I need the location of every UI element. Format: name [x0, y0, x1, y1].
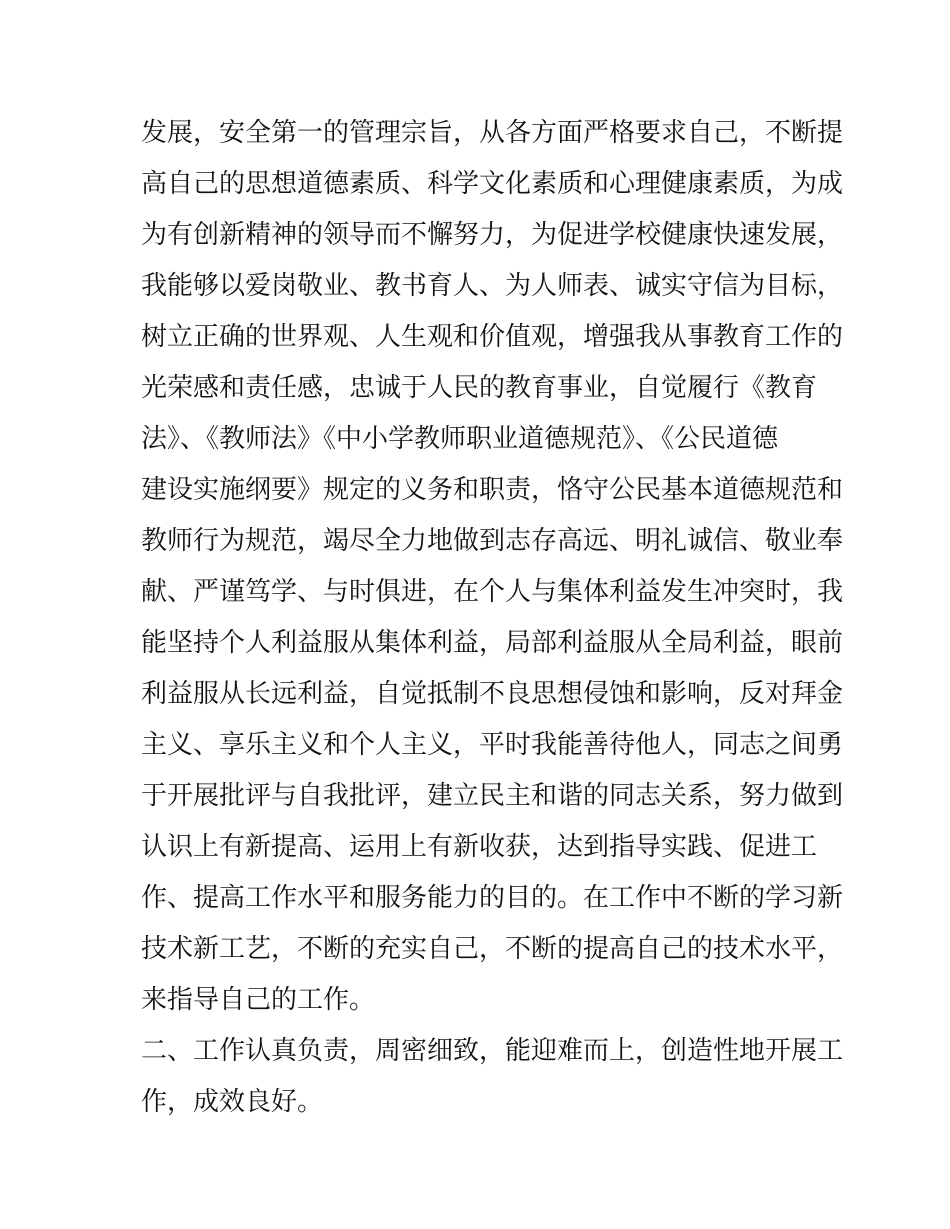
text-line: 建设实施纲要》规定的义务和职责，恪守公民基本道德规范和	[141, 475, 844, 505]
text-line: 能坚持个人利益服从集体利益，局部利益服从全局利益，眼前	[141, 628, 844, 658]
text-line: 作、提高工作水平和服务能力的目的。在工作中不断的学习新	[141, 883, 844, 913]
text-line: 利益服从长远利益，自觉抵制不良思想侵蚀和影响，反对拜金	[141, 679, 844, 709]
text-line: 献、严谨笃学、与时俱进，在个人与集体利益发生冲突时，我	[141, 577, 844, 607]
text-line: 法》、《教师法》《中小学教师职业道德规范》、《公民道德	[141, 424, 779, 454]
body-text	[141, 108, 844, 1128]
section-heading-line: 二、工作认真负责，周密细致，能迎难而上，创造性地开展工	[141, 1036, 844, 1066]
text-line: 光荣感和责任感，忠诚于人民的教育事业，自觉履行《教育	[141, 373, 818, 403]
text-line: 来指导自己的工作。	[141, 985, 376, 1015]
text-line: 技术新工艺，不断的充实自己，不断的提高自己的技术水平，	[141, 934, 844, 964]
text-line: 认识上有新提高、运用上有新收获，达到指导实践、促进工	[141, 832, 818, 862]
text-line: 树立正确的世界观、人生观和价值观，增强我从事教育工作的	[141, 322, 844, 352]
text-line: 高自己的思想道德素质、科学文化素质和心理健康素质，为成	[141, 169, 844, 199]
text-line: 发展，安全第一的管理宗旨，从各方面严格要求自己，不断提	[141, 118, 844, 148]
section-heading-line: 作，成效良好。	[141, 1087, 324, 1117]
text-line: 主义、享乐主义和个人主义，平时我能善待他人，同志之间勇	[141, 730, 844, 760]
text-line: 教师行为规范，竭尽全力地做到志存高远、明礼诚信、敬业奉	[141, 526, 844, 556]
text-line: 我能够以爱岗敬业、教书育人、为人师表、诚实守信为目标，	[141, 271, 844, 301]
text-line: 于开展批评与自我批评，建立民主和谐的同志关系，努力做到	[141, 781, 844, 811]
text-line: 为有创新精神的领导而不懈努力，为促进学校健康快速发展，	[141, 220, 844, 250]
